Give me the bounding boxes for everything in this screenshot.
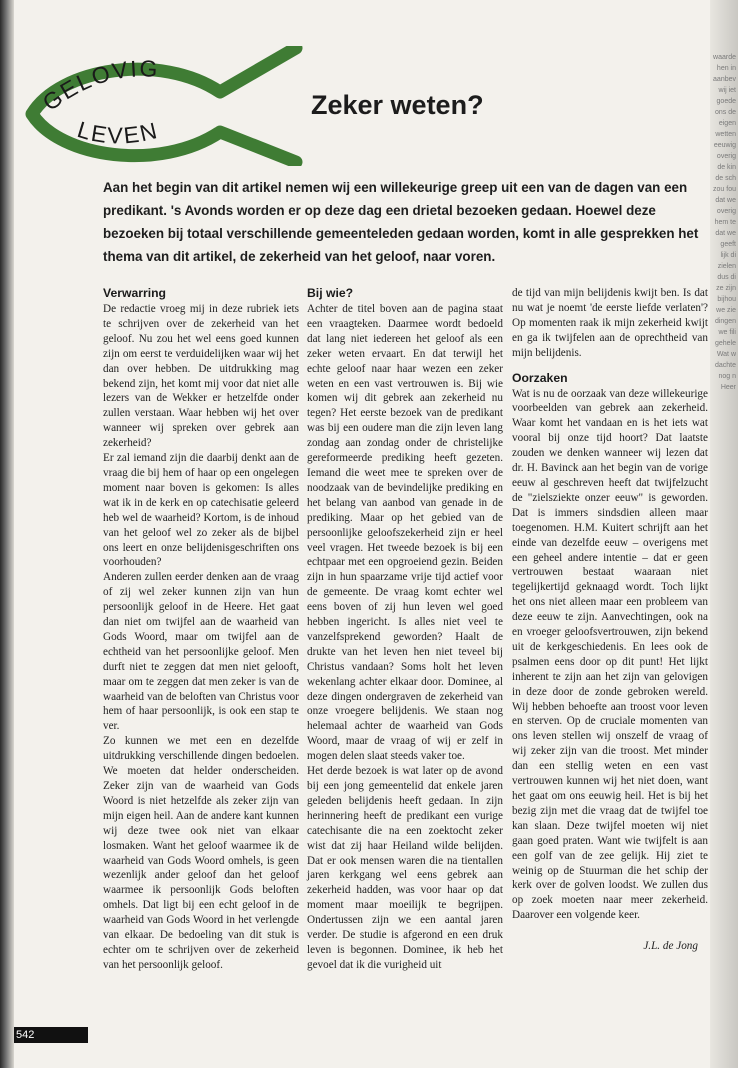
article-intro: Aan het begin van dit artikel nemen wij een willekeurige greep uit een van de dagen van een predikant. 's Avonds worden er op deze dag een drietal bezoeken gedaan. Hoewel deze bezoeken bij totaal verschillende gemeenteleden gedaan worden, komt in alle gesprekken het thema van dit artikel, de zekerheid van het geloof, naar voren. [103,180,699,264]
page-binding-edge [0,0,14,1068]
gelovig-leven-fish-logo [20,46,310,166]
fish-outline-icon [32,48,296,162]
article-title: Zeker weten? [311,90,484,120]
paragraph: Anderen zullen eerder denken aan de vraag of zij wel zeker kunnen zijn van hun persoonlijk geloof in de Heere. Het gaat dan niet om twijfel aan de waarheid van Gods Woord, maar om twijfel aan de echtheid van het persoonlijke geloof. Men durft niet te zeggen dat men niet gelooft, maar om te zeggen dat men zeker is van de waarheid van de beloften van Christus voor hem of haar persoonlijk, is ook een stap te ver. [103,571,299,733]
paragraph: Er zal iemand zijn die daarbij denkt aan de vraag die bij hem of haar op een ongelegen moment naar boven is gekomen: Is alles wat ik in de kerk en op catechisatie geleerd heb wel de waarheid? Kortom, is de inhoud van het geloof wel zo zeker als de bijbel ons leert en onze belijdenisgeschriften ons voorhouden? [103,452,299,569]
paragraph: Het derde bezoek is wat later op de avond bij een jong gemeentelid dat enkele jaren geleden belijdenis heeft gedaan. In zijn herinnering heeft de predikant een vurige catechisante die na een zoektocht zeker wist dat zij haar Heiland wilde belijden. Dat er ook mensen waren die na tientallen jaren kerkgang wel eens gebrek aan zekerheid hadden, was voor haar op dat moment maar moeilijk te begrijpen. Ondertussen zijn we een aantal jaren verder. De studie is afgerond en een druk leven is begonnen. Dominee, ik heb het gevoel dat ik die vurigheid uit [307,765,503,971]
heading-oorzaken: Oorzaken [512,370,568,385]
paragraph: De redactie vroeg mij in deze rubriek iets te schrijven over de zekerheid van het geloof. Nu zou het wel eens goed kunnen zijn om eerst te verduidelijken waar wij het dan over hebben. De uitdrukking mag bekend zijn, het komt mij voor dat niet alle lezers van de Wekker er hetzelfde onder zullen verstaan. Waar hebben wij het over wanneer wij spreken over gebrek aan zekerheid? [103,303,299,450]
author-signature: J.L. de Jong [643,940,698,953]
column-3 [512,286,708,954]
paragraph: Zo kunnen we met een en dezelfde uitdrukking verschillende dingen bedoelen. We moeten dat helder onderscheiden. Zeker zijn van de waarheid van Gods Woord is niet hetzelfde als zeker zijn van mijn eigen heil. Aan de andere kant kunnen wij deze twee ook niet van elkaar losmaken. Want het geloof waarmee ik de waarheid van Gods Woord omhels, is geen wezenlijk ander geloof dan het geloof waarmee ik persoonlijk Gods beloften omhels. Dat ligt bij een echt geloof in de waarheid van Gods Woord in het verlengde van elkaar. De bedoeling van dit stuk is echter om te schrijven over de zekerheid van het persoonlijk geloof. [103,735,299,971]
paragraph: Achter de titel boven aan de pagina staat een vraagteken. Daarmee wordt bedoeld dat lang niet iedereen het geloof als een zeker weten ervaart. En dat terwijl het echte geloof naar haar wezen een zeker weten en een vast vertrouwen is. Bij wie komen wij dit gebrek aan zekerheid nu tegen? Het eerste bezoek van de predikant was bij een oudere man die zijn leven lang zondag aan zondag onder de christelijke gereformeerde prediking heeft gezeten. Iemand die weet mee te spreken over de noodzaak van de bevindelijke prediking en het belang van aanbod van genade in de prediking. Maar op het gebied van de persoonlijke geloofszekerheid zijn er heel veel vragen. Het tweede bezoek is bij een echtpaar met een opgroeiend gezin. Beiden zijn in hun spaarzame vrije tijd actief voor de gemeente. De vraag komt echter wel eens boven of zij hun leven wel goed hebben ingericht. Is alles niet veel te vanzelfsprekend geworden? Haalt de drukte van het leven hen niet teveel bij Christus vandaan? Soms holt het leven wekenlang achter elkaar door. Dominee, al deze dingen ondergraven de zekerheid van onze vroegere belijdenis. We staan nog helemaal achter de waarheid van Gods Woord, maar de vraag of wij er zelf in mogen delen slaat steeds vaker toe. [307,303,503,763]
logo-text-gelovig: GELOVIG [37,55,161,116]
column-1 [103,286,299,973]
heading-bij-wie: Bij wie? [307,286,354,300]
paragraph: Wat is nu de oorzaak van deze willekeurige voorbeelden van gebrek aan zekerheid. Waar komt het vandaan en is het iets wat vooral bij onze tijd hoort? Dat laatste zouden we denken wanneer wij lezen dat dr. H. Bavinck aan het begin van de vorige eeuw al geschreven heeft dat twijfelzucht de "zielsziekte onzer eeuw" is geworden. Dat is immers sindsdien alleen maar toegenomen. H.M. Kuitert schrijft aan het einde van dezelfde eeuw – overigens met een geheel andere intentie – dat er geen vertrouwen bestaat waaraan niet tegelijkertijd geknaagd wordt. Toch lijkt het ons niet alleen maar een probleem van deze eeuw te zijn. Aanvechtingen, ook na en vroeger geloofsvertrouwen, zijn bekend uit de kerkgeschiedenis. En lees ook de psalmen eens door op dit punt! Het lijkt inherent te zijn aan het zijn van gelovigen in deze door de zonde gebroken wereld. Wij hebben behoefte aan troost voor leven en sterven. Op de cruciale momenten van ons leven stellen wij onszelf de vraag of wij zeker zijn van die troost. Met minder dan een stellig weten en een vast vertrouwen kunnen wij het niet doen, want het gaat om ons eeuwig heil. Het is bij het bezig zijn met die vraag dat de twijfel toe kan slaan. Deze twijfel moeten wij niet gaan goed praten. Want wie twijfelt is aan een golf van de zee gelijk. Hij ziet te weinig op de Stuurman die het schip der kerk over de golven loodst. We zullen dus op zoek moeten naar meer zekerheid. Daarover een volgende keer. [512,387,708,922]
page-number: 542 [16,1029,35,1041]
heading-verwarring: Verwarring [103,286,166,300]
paragraph: de tijd van mijn belijdenis kwijt ben. Is dat nu wat je noemt 'de eerste liefde verlaten'? Op momenten raak ik mijn zekerheid kwijt en ga ik twijfelen aan de oprechtheid van mijn belijdenis. [512,287,708,359]
svg-text:LEVEN [75,116,162,148]
logo-text-leven: LEVEN [74,116,162,149]
next-page-text-strip: waarde hen in aanbev wij iet goede ons de eigen wetten eeuwig overig de kin de sch zou fou dat we overig hem te dat we geeft lijk di zielen dus di ze zijn bijhou we zie dingen we fili gehele Wat w dachte nog n Heer [713,54,736,391]
column-2 [307,286,503,973]
